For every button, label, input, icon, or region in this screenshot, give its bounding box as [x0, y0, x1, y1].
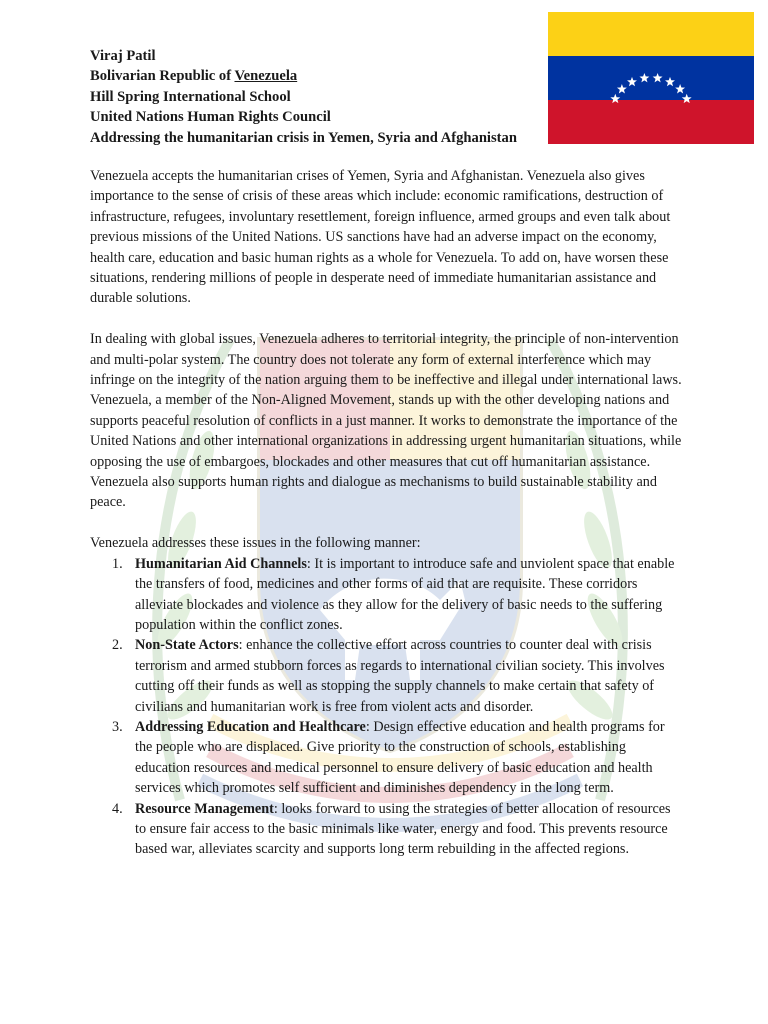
action-text: : Design effective education and health programs for the people who are displaced. Give priority to the construction of schools, establishing education resources and medical personnel to ensure delivery of basic education and health services which promotes self sufficient and diminishes dependency in the long term.	[135, 718, 665, 797]
country-name: Venezuela	[234, 68, 298, 85]
committee-name: United Nations Human Rights Council	[90, 109, 331, 126]
list-item	[135, 554, 682, 636]
venezuela-flag-icon	[548, 12, 754, 144]
list-item	[135, 799, 682, 860]
action-title: Addressing Education and Healthcare	[135, 718, 366, 735]
actions-list	[90, 554, 682, 860]
document-header	[90, 46, 550, 148]
school-name: Hill Spring International School	[90, 88, 291, 105]
action-title: Humanitarian Aid Channels	[135, 555, 307, 572]
list-item	[135, 635, 682, 717]
author-name: Viraj Patil	[90, 48, 156, 64]
country-prefix: Bolivarian Republic of	[90, 68, 235, 85]
action-title: Resource Management	[135, 800, 274, 817]
action-text: : looks forward to using the strategies of better allocation of resources to ensure fair access to the basic minimals like water, energy and food. This prevents resource based war, alleviates scarcity and supports long term rebuilding in the affected regions.	[135, 800, 671, 858]
paragraph-actions-lead: Venezuela addresses these issues in the following manner:	[90, 535, 421, 552]
paragraph-intro: Venezuela accepts the humanitarian crises of Yemen, Syria and Afghanistan. Venezuela also gives importance to the sense of crisis of these areas which include: economic ramifications, destruction of infrastructure, refugees, involuntary resettlement, foreign influence, armed groups and even talk about previous missions of the United Nations. US sanctions have had an adverse impact on the economy, health care, education and basic human rights as a whole for Venezuela. To add on, have worsen these situations, rendering millions of people in desperate need of immediate humanitarian assistance and durable solutions.	[90, 168, 671, 307]
list-item	[135, 717, 682, 799]
paragraph-policy: In dealing with global issues, Venezuela adheres to territorial integrity, the principle of non-intervention and multi-polar system. The country does not tolerate any form of external interference which may infringe on the integrity of the nation arguing them to be ineffective and illegal under international laws. Venezuela, a member of the Non-Aligned Movement, stands up with the other developing nations and supports peaceful resolution of conflicts in a just manner. It works to demonstrate the importance of the United Nations and other international organizations in addressing urgent humanitarian situations, while opposing the use of embargoes, blockades and other measures that cut off humanitarian assistance. Venezuela also supports human rights and dialogue as mechanisms to build sustainable stability and peace.	[90, 331, 682, 511]
action-text: : It is important to introduce safe and unviolent space that enable the transfers of food, medicines and other forms of aid that are requisite. These corridors alleviate blockades and violence as they allow for the delivery of basic needs to the suffering population within the conflict zones.	[135, 555, 675, 633]
action-text: : enhance the collective effort across countries to counter deal with crisis terrorism and armed stubborn forces as regards to international civilian society. This involves cutting off their funds as well as stopping the supply channels to make certain that safety of civilians and humanitarian work is free from violent acts and disorder.	[135, 637, 665, 715]
document-body	[90, 166, 682, 860]
topic-title: Addressing the humanitarian crisis in Yemen, Syria and Afghanistan	[90, 129, 517, 146]
country-line	[90, 66, 550, 86]
action-title: Non-State Actors	[135, 637, 239, 654]
